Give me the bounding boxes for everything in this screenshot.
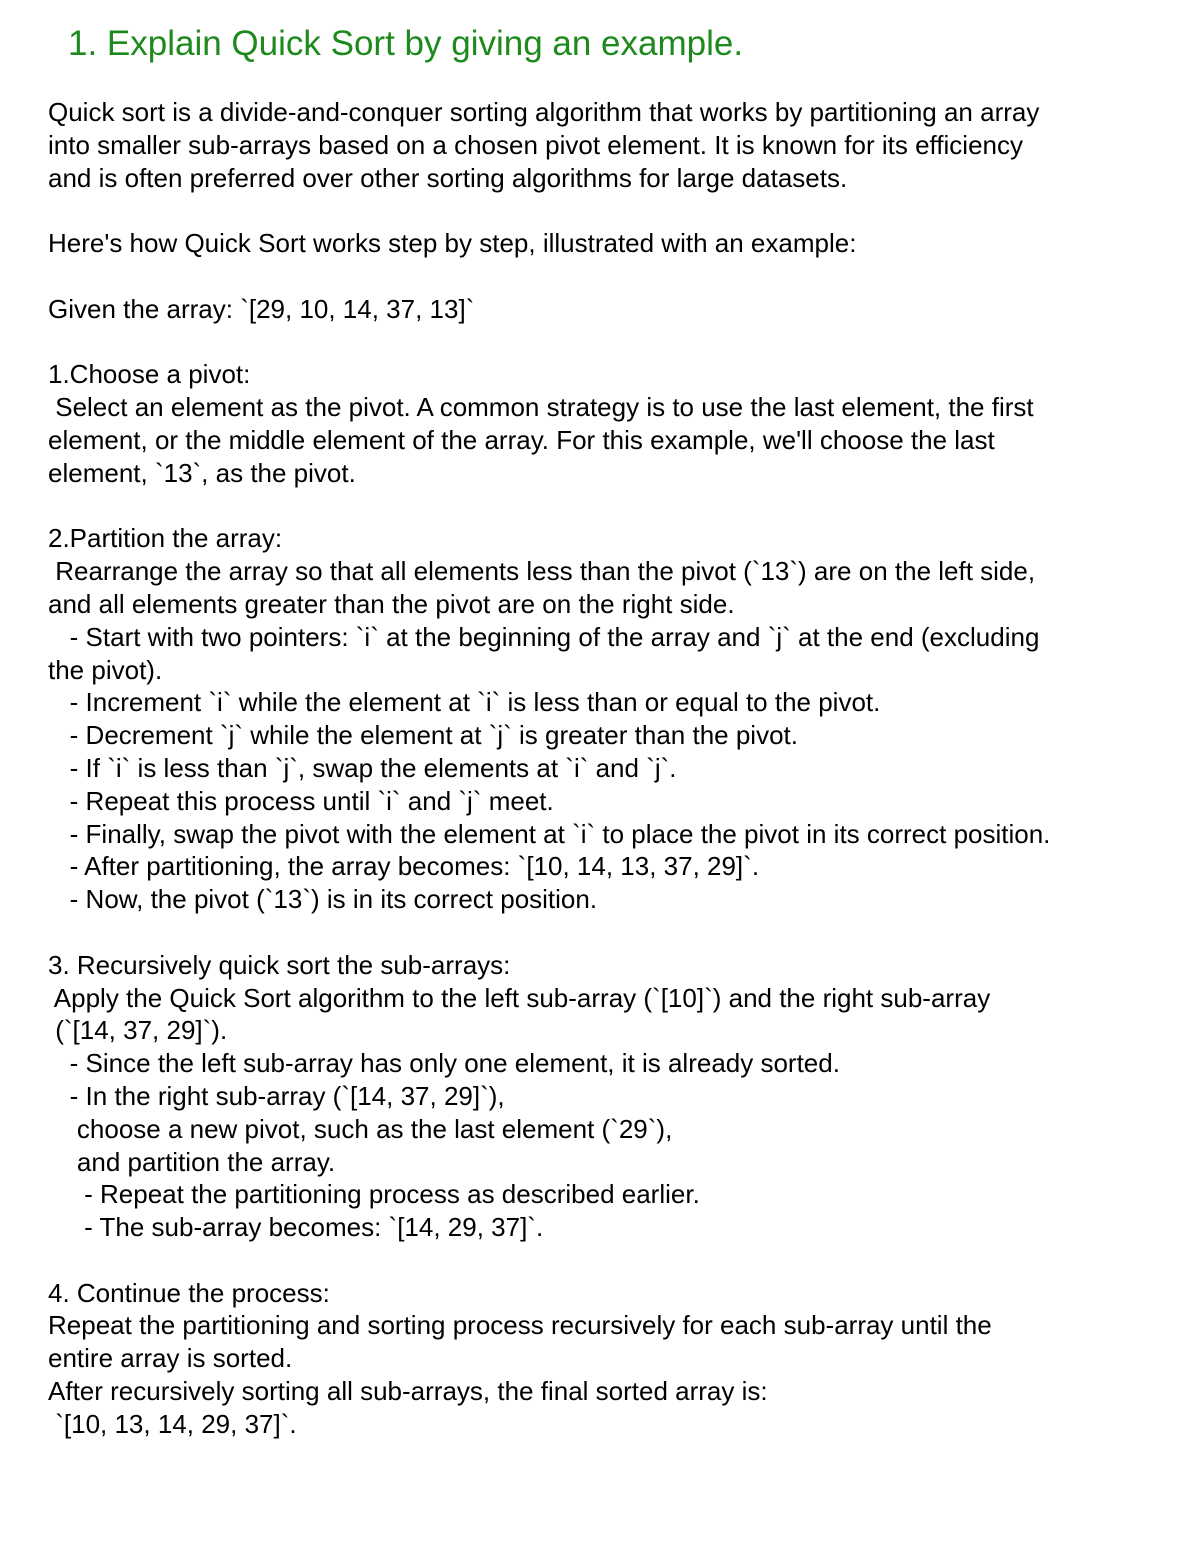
text-line: 1.Choose a pivot:	[48, 359, 251, 390]
text-line: - Repeat this process until `i` and `j` meet.	[48, 785, 554, 816]
text-line: After recursively sorting all sub-arrays, the final sorted array is:	[48, 1376, 768, 1407]
text-line: Given the array: `[29, 10, 14, 37, 13]`	[48, 293, 475, 324]
blank-line	[48, 1244, 1198, 1277]
text-line: - In the right sub-array (`[14, 37, 29]`),	[48, 1080, 505, 1111]
text-line: 3. Recursively quick sort the sub-arrays:	[48, 949, 511, 980]
text-line: and all elements greater than the pivot are on the right side.	[48, 588, 735, 619]
text-line: (`[14, 37, 29]`).	[48, 1015, 228, 1046]
blank-line	[48, 194, 1198, 227]
text-line: Apply the Quick Sort algorithm to the left sub-array (`[10]`) and the right sub-array	[48, 982, 991, 1013]
text-line: element, or the middle element of the array. For this example, we'll choose the last	[48, 424, 995, 455]
text-line: Rearrange the array so that all elements less than the pivot (`13`) are on the left side,	[48, 556, 1036, 587]
blank-line	[48, 916, 1198, 949]
blank-line	[48, 260, 1198, 293]
text-line: Select an element as the pivot. A common strategy is to use the last element, the first	[48, 392, 1034, 423]
text-line: - If `i` is less than `j`, swap the elements at `i` and `j`.	[48, 752, 677, 783]
text-line: - After partitioning, the array becomes: `[10, 14, 13, 37, 29]`.	[48, 851, 760, 882]
text-line: - The sub-array becomes: `[14, 29, 37]`.	[48, 1212, 544, 1243]
text-line: - Decrement `j` while the element at `j` is greater than the pivot.	[48, 720, 798, 751]
text-line: Here's how Quick Sort works step by step, illustrated with an example:	[48, 228, 857, 259]
text-line: `[10, 13, 14, 29, 37]`.	[48, 1408, 297, 1439]
text-line: - Finally, swap the pivot with the element at `i` to place the pivot in its correct position.	[48, 818, 1051, 849]
text-line: Quick sort is a divide-and-conquer sorting algorithm that works by partitioning an array	[48, 97, 1040, 127]
text-line: - Now, the pivot (`13`) is in its correct position.	[48, 884, 598, 915]
blank-line	[48, 326, 1198, 359]
text-line: and is often preferred over other sorting algorithms for large datasets.	[48, 162, 848, 193]
blank-line	[48, 490, 1198, 523]
text-line: 4. Continue the process:	[48, 1277, 330, 1308]
text-line: the pivot).	[48, 654, 163, 685]
text-line: element, `13`, as the pivot.	[48, 457, 356, 488]
text-line: - Since the left sub-array has only one element, it is already sorted.	[48, 1048, 840, 1079]
text-line: into smaller sub-arrays based on a chosen pivot element. It is known for its efficiency	[48, 129, 1023, 160]
page-title: 1. Explain Quick Sort by giving an example.	[68, 24, 744, 63]
text-line: and partition the array.	[48, 1146, 336, 1177]
text-line: - Repeat the partitioning process as described earlier.	[48, 1179, 700, 1210]
text-line: 2.Partition the array:	[48, 523, 283, 554]
text-line: Repeat the partitioning and sorting process recursively for each sub-array until the	[48, 1310, 992, 1341]
text-line: - Increment `i` while the element at `i` is less than or equal to the pivot.	[48, 687, 881, 718]
text-line: entire array is sorted.	[48, 1343, 293, 1374]
text-line: - Start with two pointers: `i` at the beginning of the array and `j` at the end (excluding	[48, 621, 1040, 652]
text-line: choose a new pivot, such as the last element (`29`),	[48, 1113, 673, 1144]
document-body	[48, 96, 1198, 1441]
